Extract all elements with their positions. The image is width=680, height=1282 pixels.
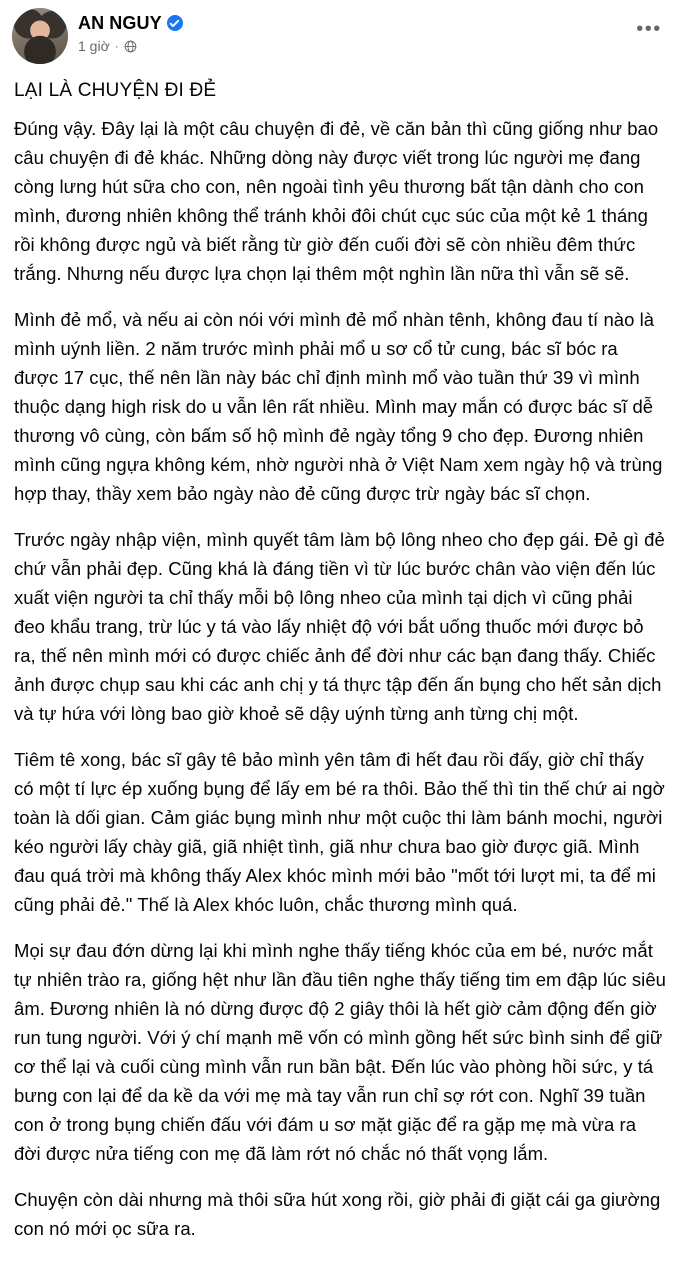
post-paragraph: Trước ngày nhập viện, mình quyết tâm làm bộ lông nheo cho đẹp gái. Đẻ gì đẻ chứ vẫn phải đẹp. Cũng khá là đáng tiền vì từ lúc bước chân vào viện đến lúc xuất viện người ta chỉ thấy mỗi bộ lông nheo của mình tại dịch vì cũng phải đeo khẩu trang, trừ lúc y tá vào lấy nhiệt độ với bắt uống thuốc mới được bỏ ra, thế nên mình mới có được chiếc ảnh để đời như các bạn đang thấy. Chiếc ảnh được chụp sau khi các anh chị y tá thực tập đến ấn bụng cho hết sản dịch và tự hứa với lòng bao giờ khoẻ sẽ dậy uýnh từng anh từng chị một.	[14, 529, 665, 724]
post-paragraph: Tiêm tê xong, bác sĩ gây tê bảo mình yên tâm đi hết đau rồi đấy, giờ chỉ thấy có một tí lực ép xuống bụng để lấy em bé ra thôi. Bảo thế thì tin thế chứ ai ngờ toàn là dối gian. Cảm giác bụng mình như một cuộc thi làm bánh mochi, người kéo người lấy chày giã, giã nhiệt tình, giã như chưa bao giờ được giã. Mình đau quá trời mà không thấy Alex khóc mình mới bảo "mốt tới lượt mi, ta để mi cũng phải đẻ." Thế là Alex khóc luôn, chắc thương mình quá.	[14, 749, 665, 915]
avatar-image	[12, 8, 68, 64]
post-content	[0, 68, 680, 1243]
meta-separator: ·	[114, 39, 119, 53]
post-title: LẠI LÀ CHUYỆN ĐI ĐẺ	[14, 80, 217, 101]
post-author-block	[78, 8, 668, 55]
post-paragraph: Chuyện còn dài nhưng mà thôi sữa hút xong rồi, giờ phải đi giặt cái ga giường con nó mới ọc sữa ra.	[14, 1189, 661, 1239]
post-timestamp[interactable]: 1 giờ	[78, 38, 110, 54]
avatar[interactable]	[12, 8, 68, 64]
post-paragraph: Mọi sự đau đớn dừng lại khi mình nghe thấy tiếng khóc của em bé, nước mắt tự nhiên trào ra, giống hệt như lần đầu tiên nghe thấy tiếng tim em đập lúc siêu âm. Đương nhiên là nó dừng được độ 2 giây thôi là hết giờ cảm động đến giờ run tung người. Với ý chí mạnh mẽ vốn có mình gồng hết sức bình sinh để giữ cơ thể lại và cuối cùng mình vẫn run bần bật. Đến lúc vào phòng hồi sức, y tá bưng con lại để da kề da với mẹ mà tay vẫn run chỉ sợ rớt con. Nghĩ 39 tuần con ở trong bụng chiến đấu với đám u sơ mặt giặc để ra gặp mẹ mà vừa ra đời được nửa tiếng con mẹ đã làm rớt nó chắc nó thất vọng lắm.	[14, 940, 667, 1164]
post-header	[0, 0, 680, 68]
post-more-options-button[interactable]: •••	[632, 12, 666, 46]
author-name[interactable]: AN NGUY	[78, 13, 162, 33]
post-paragraph: Mình đẻ mổ, và nếu ai còn nói với mình đẻ mổ nhàn tênh, không đau tí nào là mình uýnh liền. 2 năm trước mình phải mổ u sơ cổ tử cung, bác sĩ bóc ra được 17 cục, thế nên lần này bác chỉ định mình mổ vào tuần thứ 39 vì mình thuộc dạng high risk do u vẫn lên rất nhiều. Mình may mắn có được bác sĩ dễ thương vô cùng, còn bấm số hộ mình đẻ ngày tổng 9 cho đẹp. Đương nhiên mình cũng ngựa không kém, nhờ người nhà ở Việt Nam xem ngày hộ và trùng hợp thay, thầy xem bảo ngày nào đẻ cũng được trừ ngày bác sĩ chọn.	[14, 309, 663, 504]
post-meta	[78, 37, 668, 55]
verified-badge-icon	[167, 15, 183, 31]
post-paragraph: Đúng vậy. Đây lại là một câu chuyện đi đẻ, về căn bản thì cũng giống như bao câu chuyện đi đẻ khác. Những dòng này được viết trong lúc người mẹ đang còng lưng hút sữa cho con, nên ngoài tình yêu thương bất tận dành cho con mình, đương nhiên không thể tránh khỏi đôi chút cục súc của một kẻ 1 tháng rồi không được ngủ và biết rằng từ giờ đến cuối đời sẽ còn nhiều đêm thức trắng. Nhưng nếu được lựa chọn lại thêm một nghìn lần nữa thì vẫn sẽ sẽ.	[14, 118, 659, 284]
author-name-row	[78, 12, 668, 34]
globe-icon	[124, 40, 137, 53]
